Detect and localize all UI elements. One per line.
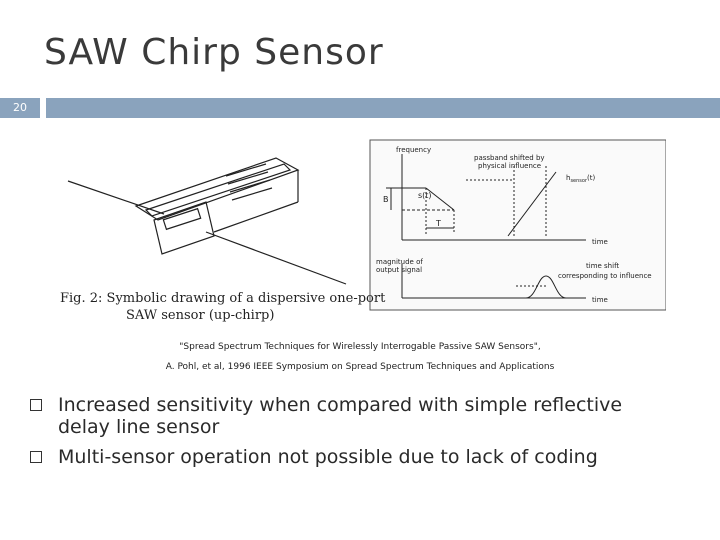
label-passband-1: passband shifted by	[474, 154, 545, 162]
label-magnitude-2: output signal	[376, 266, 423, 274]
bullet-square-icon	[30, 451, 42, 463]
bullet-text: Increased sensitivity when compared with simple reflective delay line sensor	[58, 394, 623, 438]
bullet-list	[30, 394, 670, 476]
saw-sensor-figure	[46, 136, 666, 316]
bullet-item	[30, 394, 670, 438]
sensor-drawing	[68, 158, 346, 284]
citation-line-1: "Spread Spectrum Techniques for Wirelessly Interrogable Passive SAW Sensors",	[179, 342, 541, 352]
label-B: B	[383, 195, 389, 204]
label-passband-2: physical influence	[478, 162, 542, 170]
label-timeshift-1: time shift	[586, 262, 620, 270]
label-s-t: s(t)	[418, 191, 432, 200]
figure-caption-line-1: Fig. 2: Symbolic drawing of a dispersive one-port	[60, 291, 386, 306]
slide-title: SAW Chirp Sensor	[44, 32, 384, 73]
label-magnitude-1: magnitude of	[376, 258, 423, 266]
figure-caption	[60, 290, 385, 324]
label-frequency: frequency	[396, 146, 432, 154]
label-timeshift-2: corresponding to influence	[558, 272, 652, 280]
bullet-text: Multi-sensor operation not possible due to lack of coding	[58, 446, 598, 468]
figure-caption-line-2: SAW sensor (up-chirp)	[126, 308, 275, 323]
citation-line-2: A. Pohl, et al, 1996 IEEE Symposium on Spread Spectrum Techniques and Applications	[165, 362, 555, 372]
label-time-1: time	[592, 238, 608, 246]
label-T: T	[436, 219, 441, 228]
slide-number-badge: 20	[0, 98, 40, 118]
bullet-item	[30, 446, 670, 468]
label-h-sensor: $h_{sensor}(t)$	[566, 174, 596, 184]
header-bar	[46, 98, 720, 118]
label-time-2: time	[592, 296, 608, 304]
bullet-square-icon	[30, 399, 42, 411]
